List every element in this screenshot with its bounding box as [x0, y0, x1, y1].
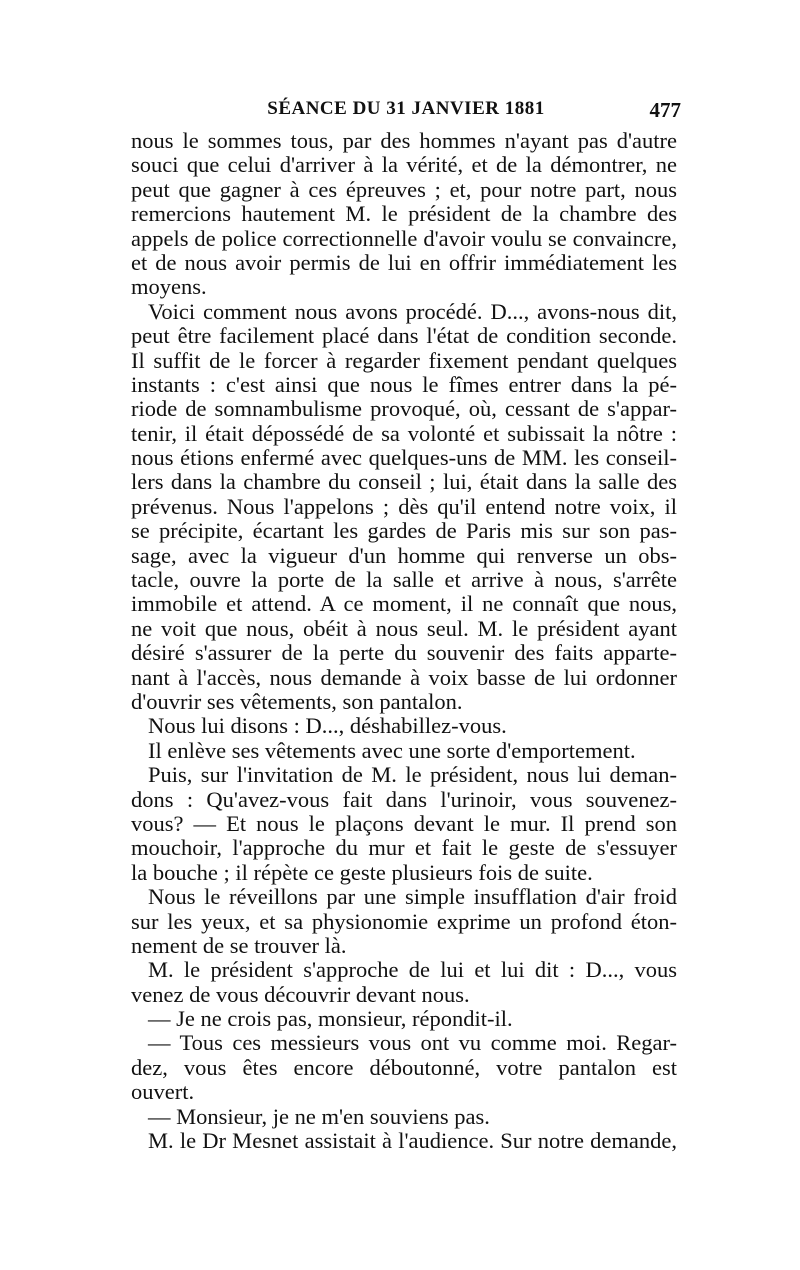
- text-line: venez de vous découvrir devant nous.: [131, 982, 470, 1007]
- text-line: Nous le réveillons par une simple insufflation d'air froid: [148, 885, 677, 910]
- text-line: la bouche ; il répète ce geste plusieurs fois de suite.: [131, 860, 593, 885]
- text-line: nant à l'accès, nous demande à voix basse de lui ordonner: [131, 665, 677, 690]
- text-line: souci que celui d'arriver à la vérité, et de la démontrer, ne: [131, 153, 677, 178]
- text-line: moyens.: [131, 275, 207, 300]
- text-line: immobile et attend. A ce moment, il ne connaît que nous,: [131, 592, 677, 617]
- text-line: nement de se trouver là.: [131, 933, 347, 958]
- text-line: Puis, sur l'invitation de M. le président, nous lui deman-: [148, 763, 677, 788]
- text-line: ne voit que nous, obéit à nous seul. M. le président ayant: [131, 616, 677, 641]
- text-line: peut que gagner à ces épreuves ; et, pour notre part, nous: [131, 177, 677, 202]
- text-line: peut être facilement placé dans l'état de condition seconde.: [131, 324, 677, 349]
- running-head-title: SÉANCE DU 31 JANVIER 1881: [267, 98, 545, 119]
- text-line: tacle, ouvre la porte de la salle et arrive à nous, s'arrête: [131, 568, 677, 593]
- text-line: ouvert.: [131, 1080, 195, 1105]
- text-line: Nous lui disons : D..., déshabillez-vous.: [148, 714, 507, 739]
- text-line: M. le président s'approche de lui et lui dit : D..., vous: [148, 958, 677, 983]
- text-line: riode de somnambulisme provoqué, où, cessant de s'appar-: [131, 397, 677, 422]
- text-line: dez, vous êtes encore déboutonné, votre pantalon est: [131, 1055, 677, 1080]
- text-line: sage, avec la vigueur d'un homme qui renverse un obs-: [131, 543, 677, 568]
- text-line: — Monsieur, je ne m'en souviens pas.: [148, 1104, 490, 1129]
- text-line: se précipite, écartant les gardes de Paris mis sur son pas-: [131, 519, 677, 544]
- running-head: [131, 98, 681, 126]
- text-line: instants : c'est ainsi que nous le fîmes entrer dans la pé-: [131, 372, 677, 397]
- body-text: [131, 129, 677, 1153]
- text-line: Il enlève ses vêtements avec une sorte d'emportement.: [148, 738, 636, 763]
- text-line: et de nous avoir permis de lui en offrir immédiatement les: [131, 250, 677, 275]
- text-line: — Je ne crois pas, monsieur, répondit-il.: [148, 1007, 513, 1032]
- text-line: tenir, il était dépossédé de sa volonté et subissait la nôtre :: [131, 421, 677, 446]
- text-line: nous le sommes tous, par des hommes n'ayant pas d'autre: [131, 129, 677, 153]
- text-line: mouchoir, l'approche du mur et fait le geste de s'essuyer: [131, 836, 677, 861]
- text-line: nous étions enfermé avec quelques-uns de MM. les conseil-: [131, 446, 677, 471]
- text-line: désiré s'assurer de la perte du souvenir des faits apparte-: [131, 641, 677, 666]
- text-line: Voici comment nous avons procédé. D..., avons-nous dit,: [148, 299, 677, 324]
- text-line: vous? — Et nous le plaçons devant le mur. Il prend son: [131, 811, 677, 836]
- text-line: appels de police correctionnelle d'avoir voulu se convaincre,: [131, 226, 677, 251]
- text-line: prévenus. Nous l'appelons ; dès qu'il entend notre voix, il: [131, 494, 677, 519]
- text-line: Il suffit de le forcer à regarder fixement pendant quelques: [131, 348, 677, 373]
- text-line: M. le Dr Mesnet assistait à l'audience. Sur notre demande,: [148, 1129, 677, 1154]
- page-number: 477: [649, 98, 681, 122]
- text-line: sur les yeux, et sa physionomie exprime un profond éton-: [131, 909, 677, 934]
- text-line: — Tous ces messieurs vous ont vu comme moi. Regar-: [148, 1031, 677, 1056]
- text-line: d'ouvrir ses vêtements, son pantalon.: [131, 689, 463, 714]
- text-line: lers dans la chambre du conseil ; lui, était dans la salle des: [131, 470, 677, 495]
- text-line: remercions hautement M. le président de la chambre des: [131, 202, 677, 227]
- text-line: dons : Qu'avez-vous fait dans l'urinoir, vous souvenez-: [131, 787, 677, 812]
